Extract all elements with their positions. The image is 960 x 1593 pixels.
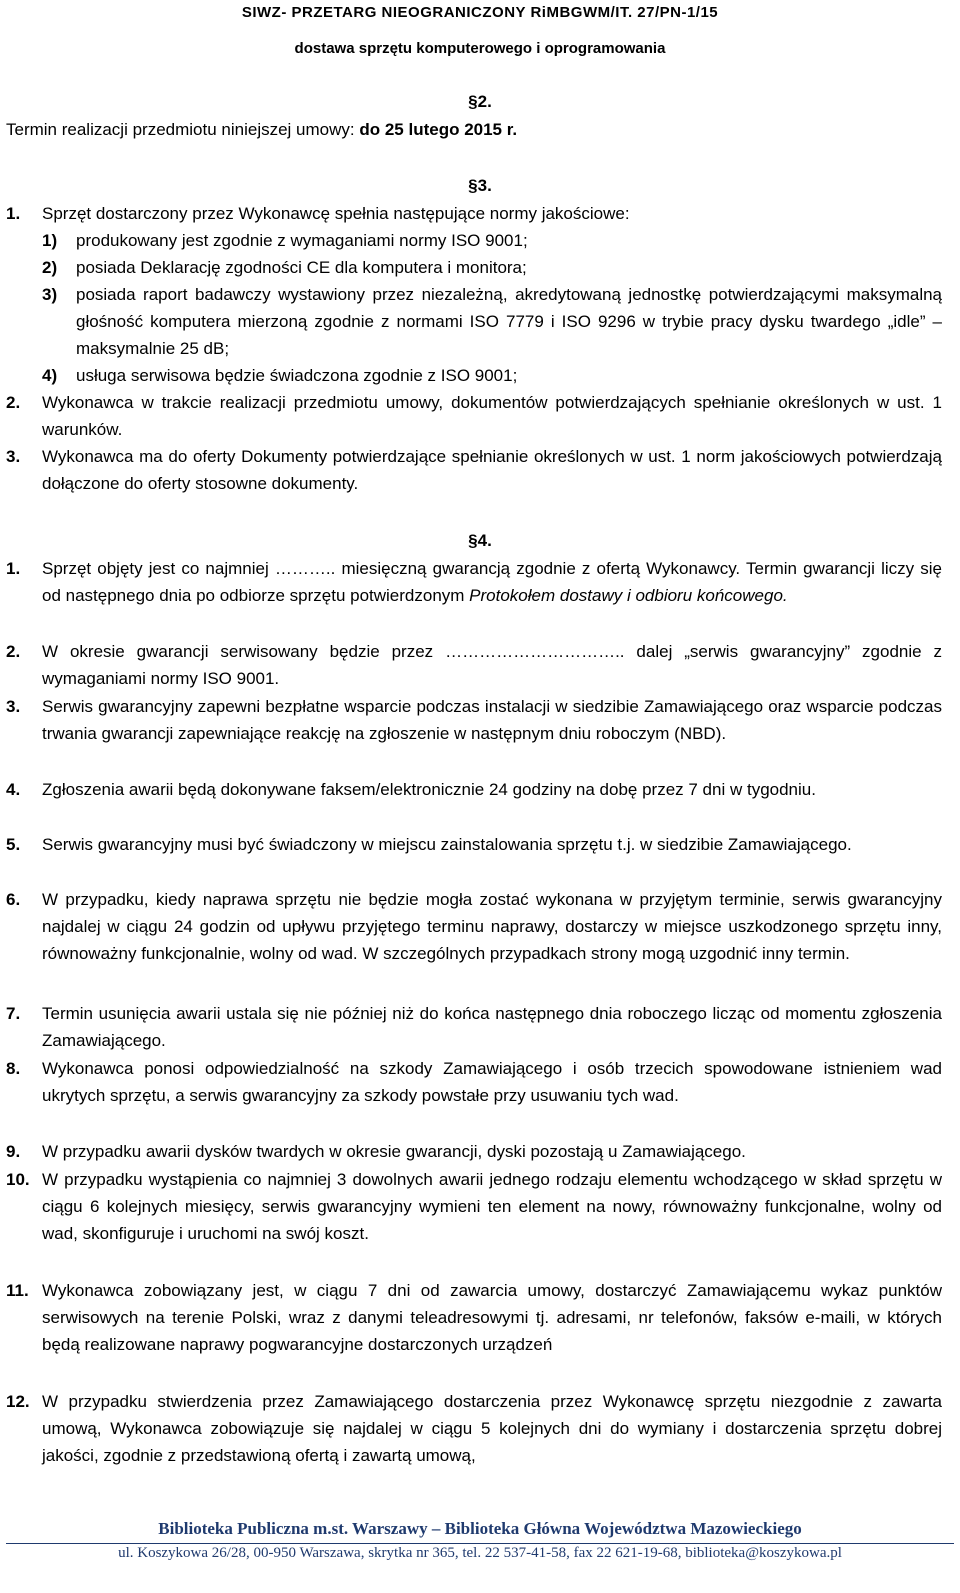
warranty-item	[6, 886, 942, 967]
warranty-item	[6, 831, 942, 858]
warranty-item	[6, 1277, 942, 1358]
warranty-item-text: W przypadku wystąpienia co najmniej 3 dowolnych awarii jednego rodzaju elementu wchodzącego w skład sprzętu w ciągu 6 kolejnych miesięcy, serwis gwarancyjny wymieni ten element na nowy, równoważny funkcjonalne, wolny od wad, skonfiguruje i uruchomi na swój koszt.	[42, 1170, 942, 1243]
warranty-item	[6, 555, 942, 609]
section-3-paragraph-1	[6, 200, 942, 227]
footer-address: ul. Koszykowa 26/28, 00-950 Warszawa, skrytka nr 365, tel. 22 537-41-58, fax 22 621-19-68, biblioteka@koszykowa.pl	[118, 1545, 842, 1561]
section-2-text-prefix: Termin realizacji przedmiotu niniejszej umowy:	[6, 120, 360, 139]
warranty-item-text: Serwis gwarancyjny musi być świadczony w miejscu zainstalowania sprzętu t.j. w siedzibie Zamawiającego.	[42, 835, 852, 854]
footer-institution: Biblioteka Publiczna m.st. Warszawy – Biblioteka Główna Województwa Mazowieckiego	[158, 1519, 802, 1538]
warranty-item-text: W przypadku, kiedy naprawa sprzętu nie będzie mogła zostać wykonana w przyjętym terminie, serwis gwarancyjny najdalej w ciągu 24 godzin od upływu przyjętego terminu naprawy, dostarczy w miejsce uszkodzonego sprzętu inny, równoważny funkcjonalnie, wolny od wad. W szczególnych przypadkach strony mogą uzgodnić inny termin.	[42, 890, 942, 963]
norm-item-text: posiada Deklarację zgodności CE dla komputera i monitora;	[76, 258, 527, 277]
warranty-item-text: Zgłoszenia awarii będą dokonywane faksem/elektronicznie 24 godziny na dobę przez 7 dni w tygodniu.	[42, 780, 816, 799]
warranty-item-text: Termin usunięcia awarii ustala się nie później niż do końca następnego dnia roboczego licząc od momentu zgłoszenia Zamawiającego.	[42, 1004, 942, 1050]
norm-item	[42, 254, 942, 281]
warranty-item	[6, 638, 942, 692]
protocol-name: Protokołem dostawy i odbioru końcowego.	[469, 586, 788, 605]
warranty-item-number: 1.	[6, 559, 21, 578]
warranty-item	[6, 1000, 942, 1054]
warranty-item-text: Wykonawca ponosi odpowiedzialność na szkody Zamawiającego i osób trzecich spowodowane istnieniem wad ukrytych sprzętu, a serwis gwarancyjny za szkody powstałe przy usuwaniu tych wad.	[42, 1059, 942, 1105]
warranty-item	[6, 1166, 942, 1247]
warranty-item-text: W przypadku awarii dysków twardych w okresie gwarancji, dyski pozostają u Zamawiającego.	[42, 1142, 746, 1161]
warranty-item-number: 6.	[6, 890, 21, 909]
section-3-title: §3.	[468, 176, 492, 195]
paragraph-text: Wykonawca w trakcie realizacji przedmiotu umowy, dokumentów potwierdzających spełnianie określonych w ust. 1 warunków.	[42, 393, 942, 439]
footer-divider	[6, 1543, 954, 1544]
warranty-item-number: 9.	[6, 1142, 21, 1161]
warranty-item-number: 2.	[6, 642, 21, 661]
norm-item	[42, 362, 942, 389]
warranty-item-number: 3.	[6, 697, 21, 716]
norm-item	[42, 281, 942, 362]
section-4-title: §4.	[468, 531, 492, 550]
warranty-item-text: Wykonawca zobowiązany jest, w ciągu 7 dni od zawarcia umowy, dostarczyć Zamawiającemu wykaz punktów serwisowych na terenie Polski, wraz z danymi teleadresowymi tj. adresami, nr telefonów, faksów e-maili, w których będą realizowane naprawy pogwarancyjne dostarczonych urządzeń	[42, 1281, 942, 1354]
warranty-item-text: Sprzęt objęty jest co najmniej ……….. miesięczną gwarancją zgodnie z ofertą Wykonawcy. Termin gwarancji liczy się od następnego dnia po odbiorze sprzętu potwierdzonym	[42, 559, 942, 605]
norm-item-text: usługa serwisowa będzie świadczona zgodnie z ISO 9001;	[76, 366, 518, 385]
warranty-item-text: Serwis gwarancyjny zapewni bezpłatne wsparcie podczas instalacji w siedzibie Zamawiającego oraz wsparcie podczas trwania gwarancji zapewniające reakcję na zgłoszenie w następnym dniu roboczym (NBD).	[42, 697, 942, 743]
norm-item-text: posiada raport badawczy wystawiony przez niezależną, akredytowaną jednostkę potwierdzającymi maksymalną głośność komputera mierzoną zgodnie z normami ISO 7779 i ISO 9296 w trybie pracy dysku twardego „idle” – maksymalnie 25 dB;	[76, 285, 942, 358]
norm-item-number: 3)	[42, 285, 58, 304]
warranty-item	[6, 1388, 942, 1469]
warranty-item	[6, 1055, 942, 1109]
warranty-item	[6, 1138, 942, 1165]
paragraph-text: Sprzęt dostarczony przez Wykonawcę spełnia następujące normy jakościowe:	[42, 204, 630, 223]
header-tender-title: SIWZ- PRZETARG NIEOGRANICZONY RiMBGWM/IT. 27/PN-1/15	[241, 4, 719, 21]
header-subject: dostawa sprzętu komputerowego i oprogramowania	[294, 40, 666, 57]
section-3-paragraph-3	[6, 443, 942, 497]
section-2-deadline: do 25 lutego 2015 r.	[359, 120, 518, 139]
paragraph-text: Wykonawca ma do oferty Dokumenty potwierdzające spełnianie określonych w ust. 1 norm jakościowych potwierdzają dołączone do oferty stosowne dokumenty.	[42, 447, 942, 493]
norm-item-text: produkowany jest zgodnie z wymaganiami normy ISO 9001;	[76, 231, 528, 250]
warranty-item	[6, 693, 942, 747]
section-3-paragraph-2	[6, 389, 942, 443]
section-2-title: §2.	[468, 92, 492, 111]
paragraph-number: 3.	[6, 447, 21, 466]
norm-item	[42, 227, 942, 254]
warranty-item-number: 10.	[6, 1170, 30, 1189]
norm-item-number: 4)	[42, 366, 58, 385]
paragraph-number: 1.	[6, 204, 21, 223]
norm-item-number: 2)	[42, 258, 58, 277]
warranty-item-number: 11.	[6, 1281, 29, 1300]
warranty-item-number: 5.	[6, 835, 21, 854]
warranty-item-number: 12.	[6, 1392, 30, 1411]
warranty-item-number: 4.	[6, 780, 21, 799]
warranty-item-number: 8.	[6, 1059, 21, 1078]
warranty-item-text: W okresie gwarancji serwisowany będzie przez ………………………….. dalej „serwis gwarancyjny” zgodnie z wymaganiami normy ISO 9001.	[42, 642, 942, 688]
warranty-item	[6, 776, 942, 803]
warranty-item-text: W przypadku stwierdzenia przez Zamawiającego dostarczenia przez Wykonawcę sprzętu niezgodnie z zawarta umową, Wykonawca zobowiązuje się najdalej w ciągu 5 kolejnych dni do wymiany i dostarczenia sprzętu dobrej jakości, zgodnie z przedstawioną ofertą i zawartą umową,	[42, 1392, 942, 1465]
warranty-item-number: 7.	[6, 1004, 21, 1023]
section-2-text	[6, 116, 950, 143]
norm-item-number: 1)	[42, 231, 58, 250]
paragraph-number: 2.	[6, 393, 21, 412]
